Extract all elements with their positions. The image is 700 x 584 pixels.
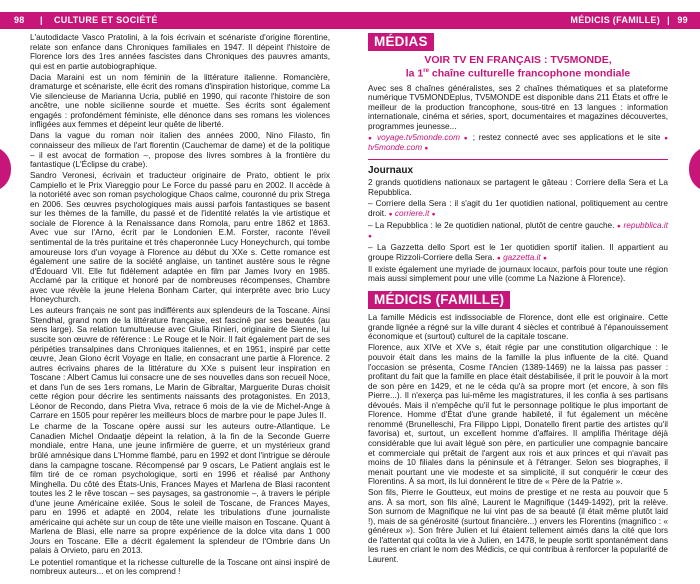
bullet-icon: ● bbox=[616, 222, 622, 230]
chapter-title: CULTURE ET SOCIÉTÉ bbox=[54, 15, 158, 25]
bullet-icon: ● bbox=[368, 134, 374, 142]
link-gazzetta[interactable]: gazzetta.it bbox=[503, 252, 541, 262]
medicis-paragraph-laurent: Son fils, Pierre le Goutteux, eut moins de prestige et ne resta au pouvoir que 5 ans. À sa mort, son fils aîné, Laurent le Magnifique (1449-1492), prit la relève. Son surnom de Magnifique ne lui vint pas de sa beauté (il était même plutôt laid !), mais de sa générosité (surtout financière...) envers les Florentins (magnifico : « généreux »). Son frère Julien et lui étaient tellement aimés dans la cité que lors de l'attentat qui coûta la vie à Julien, en 1478, le peuple sortit spontanément dans les rues en criant le nom des Médicis, ce qui contribua à renforcer la popularité de Laurent. bbox=[368, 488, 668, 565]
journaux-outro: Il existe également une myriade de journaux locaux, parfois pour toute une région mais aussi simplement pour une ville (comme La Nazione à Florence). bbox=[368, 264, 668, 284]
tv5monde-links bbox=[368, 133, 668, 154]
running-header bbox=[0, 12, 350, 29]
bullet-icon: ● bbox=[496, 254, 501, 262]
repubblica-entry bbox=[368, 221, 668, 242]
thumb-index-tab bbox=[0, 146, 11, 192]
medicis-paragraph-intro: La famille Médicis est indissociable de Florence, dont elle est originaire. Cette grande lignée a régné sur la ville durant 4 siècles et contribué à l'épanouissement économique et (surtout) culturel de la capitale toscane. bbox=[368, 313, 668, 342]
section-heading-medias: MÉDIAS bbox=[368, 33, 434, 51]
link-voyage-tv5monde[interactable]: voyage.tv5monde.com bbox=[377, 132, 461, 142]
repubblica-text: – La Repubblica : le 2e quotidien national, plutôt de centre gauche. bbox=[368, 220, 615, 230]
paragraph-pratolini: L'autodidacte Vasco Pratolini, à la fois écrivain et scénariste d'origine florentine, relate son enfance dans Chroniques familiales en 1947. Il dépeint l'histoire de Florence lors des 1res années fascistes dans Chroniques des pauvres amants, qui est en partie autobiographique. bbox=[30, 33, 330, 71]
corriere-entry bbox=[368, 199, 668, 219]
paragraph-french-authors: Les auteurs français ne sont pas indifférents aux splendeurs de la Toscane. Ainsi Stendhal, grand nom de la littérature française, est fasciné par ses beautés (au sens large). Sa relation tumultueuse avec Giulia Rinieri, originaire de Sienne, lui suscite son œuvre de référence : Le Rouge et le Noir. Il fait également part de ses péripéties transalpines dans Chroniques italiennes, et en 1951, inspiré par cette œuvre, Jean Giono écrit Voyage en Italie, en consacrant une partie à Florence. 2 autres écrivains phares de la littérature du XXe s puisent leur inspiration en Toscane : Albert Camus lui consacre une de ses nouvelles dans son recueil Noce, et dans l'un de ses 1ers romans, Le Marin de Gibraltar, Marguerite Duras choisit cette région pour décrire les sentiments naissants des protagonistes. En 2013, Léonor de Recondo, dans Pietra Viva, retrace 6 mois de la vie de Michel-Ange à Carrare en 1505 pour repérer les meilleurs blocs de marbre pour le pape Jules II. bbox=[30, 306, 330, 421]
page-number: 99 bbox=[677, 15, 688, 25]
gazzetta-entry bbox=[368, 243, 668, 263]
paragraph-maraini: Dacia Maraini est un nom féminin de la littérature italienne. Romancière, dramaturge et scénariste, elle écrit des romans d'inspiration historique, comme La Vie silencieuse de Marianna Ucria, publié en 1990, qui raconte l'histoire de son ancêtre, une noble sicilienne sourde et muette. Ses écrits sont également engagés : profondément féministe, elle dénonce dans ses romans les violences infligées aux femmes et dépeint leur quête de liberté. bbox=[30, 72, 330, 130]
tv5monde-title bbox=[368, 55, 668, 80]
bullet-icon: ● bbox=[424, 145, 429, 153]
corriere-text: – Corriere della Sera : il s'agit du 1er quotidien national, politiquement au centre droit. bbox=[368, 198, 668, 218]
header-separator: | bbox=[40, 15, 43, 25]
section-heading-medicis: MÉDICIS (FAMILLE) bbox=[368, 291, 510, 309]
gazzetta-text: – La Gazzetta dello Sport est le 1er quotidien sportif italien. Il appartient au groupe Rizzoli-Corriere della Sera. bbox=[368, 243, 668, 262]
tv5monde-title-line1: VOIR TV EN FRANÇAIS : TV5MONDE, bbox=[424, 54, 612, 66]
bullet-icon: ● bbox=[664, 134, 669, 142]
right-text-column bbox=[368, 33, 668, 566]
chapter-title: MÉDICIS (FAMILLE) bbox=[570, 15, 660, 25]
right-page bbox=[350, 0, 700, 584]
left-text-column bbox=[30, 33, 330, 578]
journaux-intro: 2 grands quotidiens nationaux se partagent le gâteau : Corriere della Sera et La Repubblica. bbox=[368, 178, 668, 197]
paragraph-conclusion: Le potentiel romantique et la richesse culturelle de la Toscane ont ainsi inspiré de nombreux auteurs... et on les comprend ! bbox=[30, 557, 330, 577]
tv5monde-links-text: ; restez connecté avec ses applications et le site bbox=[469, 132, 661, 142]
running-header bbox=[350, 12, 700, 29]
link-repubblica[interactable]: repubblica.it bbox=[623, 220, 669, 230]
paragraph-veronesi: Sandro Veronesi, écrivain et traducteur originaire de Prato, obtient le prix Campiello et le Prix Viareggio pour Le Force du passé paru en 2002. Il accède à la notoriété avec son roman psychologique Chaos calme, couronné du prix Strega en 2006. Ses œuvres psychologiques mais aussi parfois fantastiques se basent sur les thèmes de la famille, du passé et de l'identité relatés la vie artistique et sociale de Florence à la Renaissance dans Romola, paru entre 1862 et 1863. Avec vue sur l'Arno, écrit par le Londonien E.M. Forster, raconte l'éveil sentimental de la très puritaine et très chaperonnée Lucy Honeychurch, qui tombe amoureuse lors d'un voyage à Florence au début du XXe s. Cette romance est également une satire de la société anglaise, un tantinet austère sous le règne d'Édouard VII. Elle fut fidèlement adaptée en film par James Ivory en 1985. Acclamé par la critique et honoré par de nombreuses récompenses, Chambre avec vue révèle la jeune Helena Bonham Carter, qui interprète avec brio Lucy Honeychurch. bbox=[30, 171, 330, 305]
link-corriere[interactable]: corriere.it bbox=[394, 208, 430, 218]
bullet-icon: ● bbox=[388, 210, 393, 218]
paragraph-filasto: Dans la vague du roman noir italien des années 2000, Nino Filasto, fin connaisseur des milieux de l'art florentin (Cauchemar de dame) et de la politique – il est avocat de formation –, propose des livres sombres à la frontière du fantastique (L'Éclipse du crabe). bbox=[30, 131, 330, 170]
link-tv5monde[interactable]: tv5monde.com bbox=[368, 143, 423, 153]
divider bbox=[368, 159, 668, 160]
tv5monde-paragraph: Avec ses 8 chaînes généralistes, ses 2 chaînes thématiques et sa plateforme numérique TV5MONDEplus, TV5MONDE est disponible dans 211 États et offre le meilleur de la production francophone, sous-titré en 13 langues : information internationale, cinéma et séries, sport, documentaires et magazines découvertes, programmes jeunesse... bbox=[368, 83, 668, 131]
bullet-icon: ● bbox=[463, 134, 470, 142]
header-separator: | bbox=[667, 15, 670, 25]
tv5monde-title-line2: la 1re chaîne culturelle francophone mondiale bbox=[405, 67, 631, 80]
bullet-icon: ● bbox=[431, 210, 436, 218]
bullet-icon: ● bbox=[543, 254, 547, 262]
journaux-heading: Journaux bbox=[368, 164, 414, 176]
thumb-index-tab bbox=[689, 146, 700, 192]
paragraph-american-authors: Le charme de la Toscane opère aussi sur les auteurs outre-Atlantique. Le Canadien Michel Ondaatje dépeint la relation, à la fin de la Seconde Guerre mondiale, entre Hana, une jeune infirmière de guerre, et un mystérieux grand brûlé amnésique dans L'Homme flambé, paru en 1992 et dont l'intrigue se déroule dans la campagne toscane. Récompensé par 9 oscars, Le Patient anglais est le film tiré de ce roman psychologique, sorti en 1996 et réalisé par Anthony Minghella. Du côté des États-Unis, Frances Mayes et Marlena de Blasi racontent toutes les 2 le rêve toscan – ses paysages, sa gastronomie –, à travers le périple d'une jeune Américaine exilée. Sous le soleil de Toscane, de Frances Mayes, paru en 1996 et adapté en 2004, relate les tribulations d'une journaliste américaine qui achète sur un coup de tête une vieille maison en Toscane. Quant à Marlena de Blasi, elle narre sa propre expérience de la dolce vita dans 1 000 Jours en Toscane. Elle a décrit également la splendeur de l'Ombrie dans Un palais à Orvieto, paru en 2013. bbox=[30, 422, 330, 556]
page-number: 98 bbox=[14, 15, 25, 25]
bullet-icon: ● bbox=[368, 233, 372, 241]
medicis-paragraph-cosme: Florence, aux XIVe et XVe s, était régie par une constitution oligarchique : le pouvoir était dans les mains de la famille la plus influente de la cité. Quand l'occasion se présenta, Cosme l'Ancien (1389-1469) ne la laissa pas passer : profitant du fait que la famille en place était déstabilisée, il prit le pouvoir à la mort de son père en 1429, et ne le céda qu'à sa propre mort (et encore, à son fils Pierre...). Il n'exerça pas lui-même les magistratures, il les confia à ses partisans dévoués. Mais il n'empêche qu'il fut le personnage politique le plus important de Florence. Homme d'État d'une grande habileté, il fut également un mécène renommé (Brunelleschi, Fra Filippo Lippi, Donatello firent partie des artistes qu'il favorisa) et, surtout, un excellent homme d'affaires. Il amplifia l'héritage déjà considérable que lui avait légué son père, en particulier une compagnie bancaire et commerciale qui prêtait de l'argent aux rois et aux princes et qui n'avait pas moins de 10 filiales dans la péninsule et à l'étranger. Selon ses biographes, il menait pourtant une vie modeste et sa simplicité, il sut conquérir le cœur des Florentins. À sa mort, ils lui donnèrent le titre de « Père de la Patrie ». bbox=[368, 343, 668, 487]
